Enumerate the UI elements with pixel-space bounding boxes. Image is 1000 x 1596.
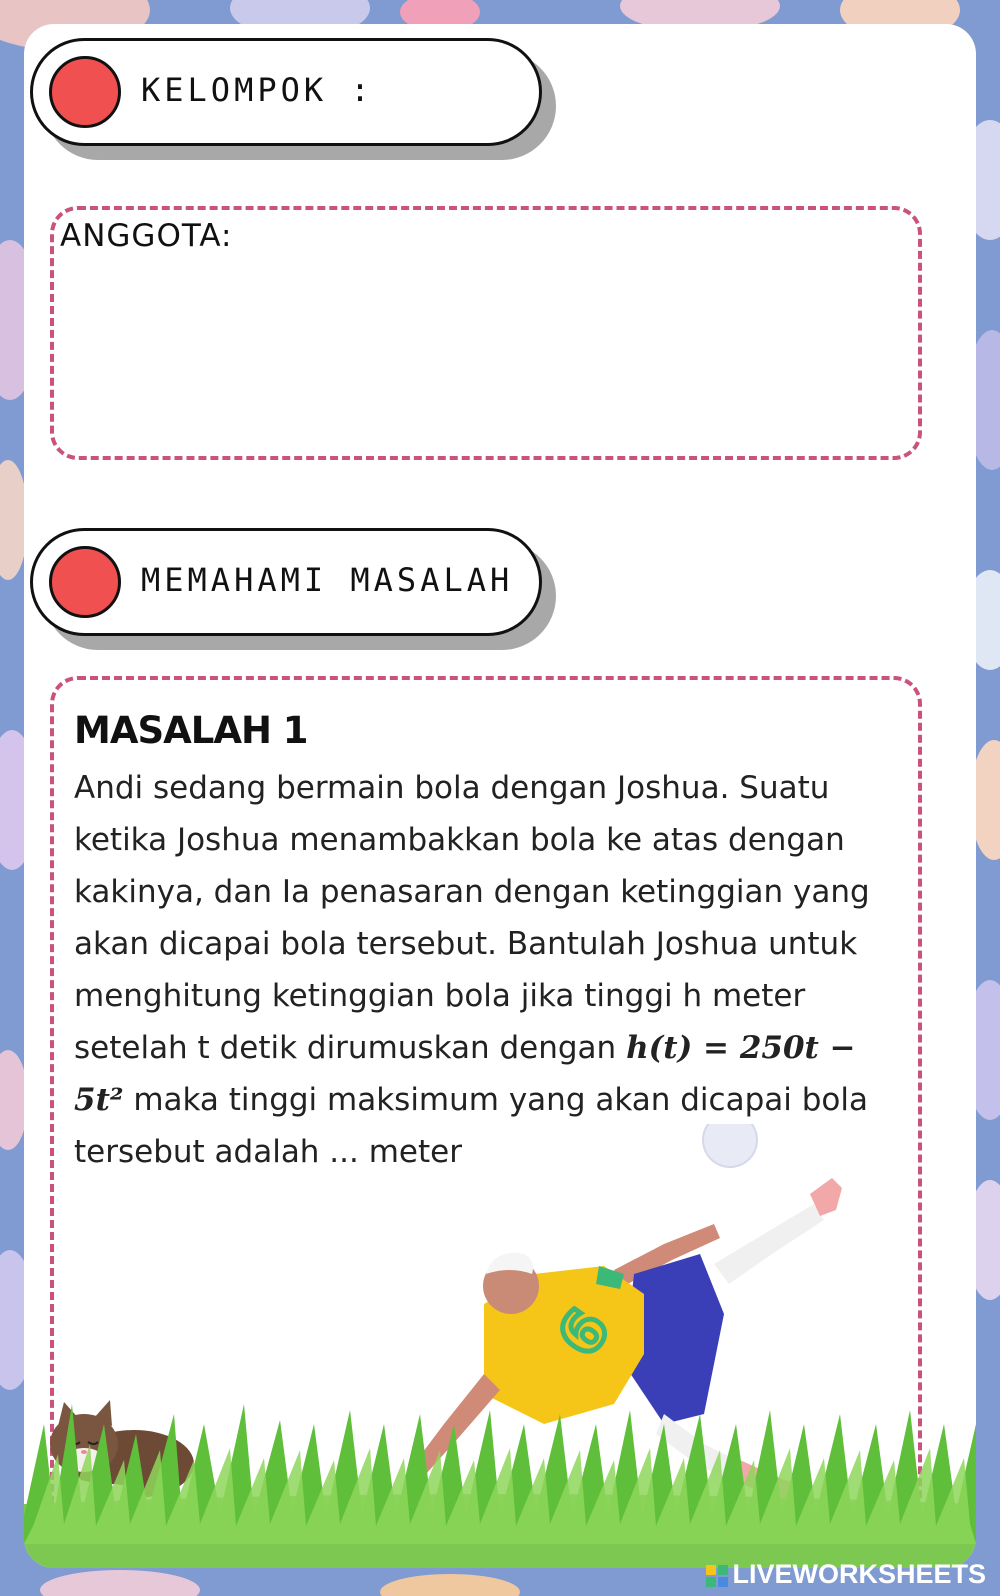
liveworksheets-brand[interactable] [706, 1559, 986, 1590]
ball-illustration [703, 1124, 757, 1167]
anggota-label: ANGGOTA: [60, 218, 233, 254]
jersey-number: 6 [544, 1296, 624, 1369]
problem-formula: h(t) = 250t − 5t² [74, 1030, 856, 1118]
kelompok-pill [30, 38, 542, 146]
liveworksheets-logo-icon [706, 1565, 728, 1587]
grass-illustration [24, 1404, 976, 1568]
problem-text [74, 762, 904, 1178]
problem-text-after: maka tinggi maksimum yang akan dicapai bola tersebut adalah ... meter [74, 1082, 868, 1170]
section-label: MEMAHAMI MASALAH [141, 561, 514, 599]
worksheet-card [24, 24, 976, 1568]
problem-title: MASALAH 1 [74, 709, 308, 752]
red-dot-icon [49, 546, 121, 618]
brand-name: LIVEWORKSHEETS [732, 1559, 986, 1589]
kelompok-label: KELOMPOK : [141, 71, 374, 109]
problem-text-before: Andi sedang bermain bola dengan Joshua. Suatu ketika Joshua menambakkan bola ke atas dengan kakinya, dan Ia penasaran dengan ketinggian yang akan dicapai bola tersebut. Bantulah Joshua untuk menghitung ketinggian bola jika tinggi h meter setelah t detik dirumuskan dengan [74, 770, 870, 1066]
red-dot-icon [49, 56, 121, 128]
illustration [24, 1124, 976, 1568]
section-pill [30, 528, 542, 636]
